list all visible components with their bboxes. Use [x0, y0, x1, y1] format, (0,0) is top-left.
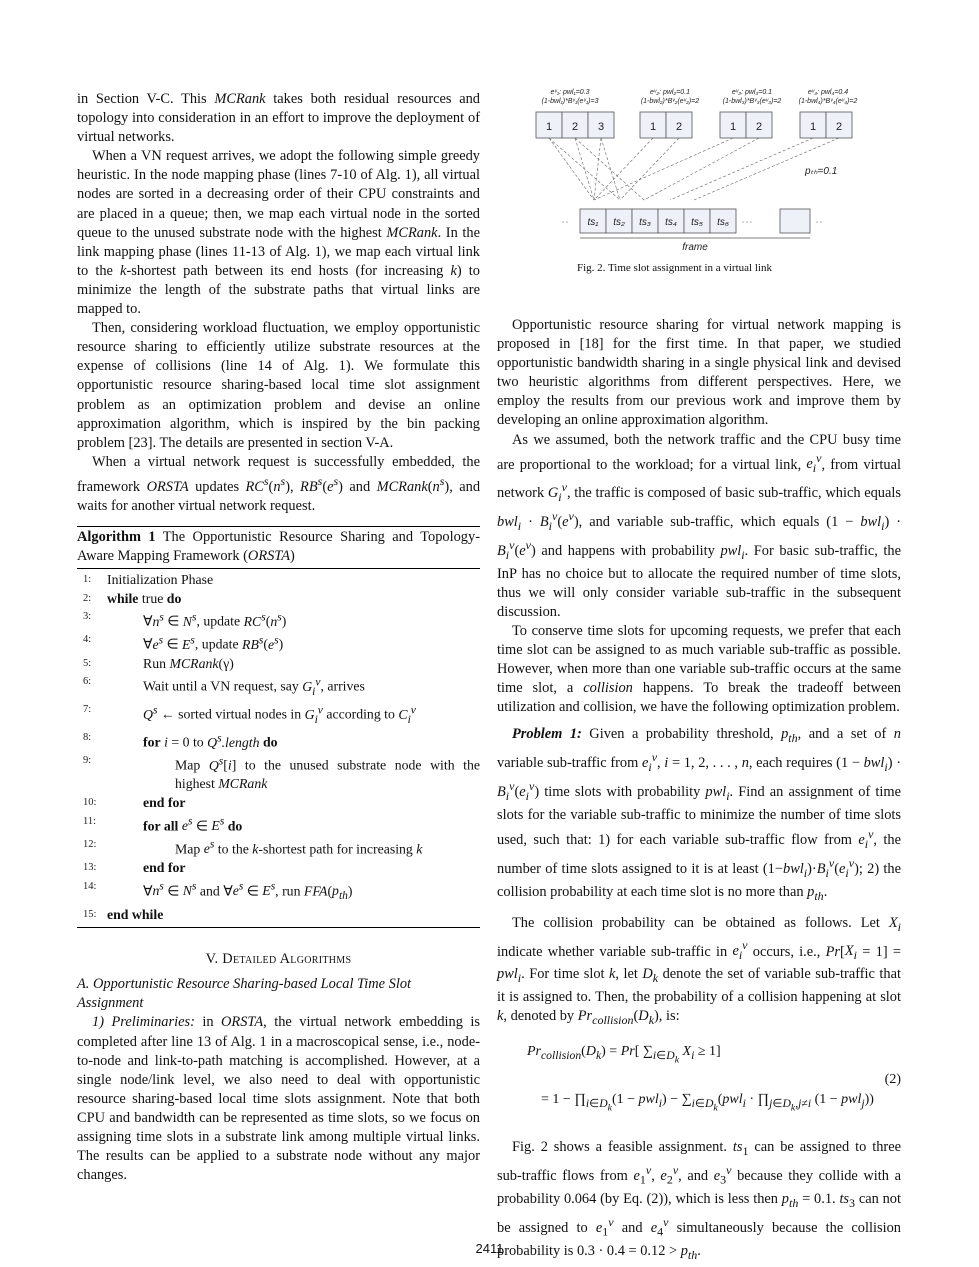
slot-label: 2 [755, 121, 763, 133]
page-number: 2411 [475, 1241, 504, 1256]
equation-2: $Pr_{collision}(D_k) = Pr$[ $\sum_{i\in D_k}$ $X_i \ge 1$] = $1 - \prod_{i\in D_k}(1 - pwl_i) - \sum_{i\in D_k}(pwl_i$ · $\prod_{j\in D_k,j\ne i}$ (1 − pwl$_j$)) (2) [527, 1044, 901, 1114]
paragraph: Fig. 2 shows a feasible assignment. $ts_1$ can be assigned to three sub-traffic flows from $e_1^v$, $e_2^v$, and $e_3^v$ because they collide with a probability 0.064 (by Eq. (2)), which is less then $p_{th} = 0.1$. $ts_3$ can not be assigned to $e_1^v$ and $e_4^v$ simultaneously because the collision probability is $0.3 \cdot 0.4 = 0.12 > p_{th}$. [497, 1139, 902, 1262]
left-column [77, 90, 480, 1185]
algo-line: 2: while true do [83, 590, 182, 606]
paragraph: Then, considering workload fluctuation, we employ opportunistic resource sharing to efficiently utilize substrate resources at the expense of collisions (line 14 of Alg. 1). We formulate this opportunistic resource sharing-based local time slot assignment problem as an optimization problem and devise an online approximation algorithm, which is inspired by the bin packing problem [23]. The details are presented in section V-A. [77, 320, 480, 451]
pth-label: pₜₕ=0.1 [805, 166, 838, 177]
paragraph: 1) Preliminaries: in ORSTA, the virtual network embedding is completed after line 13 of Alg. 1 in a macroscopical sense, i.e., node-to-node and link-to-path matching is accomplished. However, at a single node/link level, we also need to deal with opportunistic resource sharing-based local time slots assignment. Note that both CPU and bandwidth can be represented as time slots, so we focus on assigning time slots in a substrate link among multiple virtual links. The results can be applied to a substrate node without any major changes. [77, 1014, 480, 1184]
paragraph: The collision probability can be obtained as follows. Let $X_i$ indicate whether variable sub-traffic in $e_i^v$ occurs, i.e., $Pr[X_i = 1] = pwl_i$. For time slot k, let $D_k$ denote the set of variable sub-traffic that it is assigned to. Then, the probability of a collision happening at slot k, denoted by $Pr_{collision}(D_k)$, is: [497, 914, 901, 1028]
fig-label-e2-b: (1-bwl₂)*Bᵛ₂(eᵛ₂)=2 [640, 98, 700, 105]
section-heading: V. Detailed Algorithms [205, 951, 352, 968]
algo-line: 7: $Q^s$ ← sorted virtual nodes in $G_i^v$ according to $C_i^v$ [83, 704, 416, 726]
slot-label: 1 [649, 121, 657, 133]
algo-line: 3: $\forall n^s$ ∈ $N^s$, update $RC^s(n^s)$ [83, 611, 287, 629]
fig-label-e3-b: (1-bwl₃)*Bᵛ₃(eᵛ₃)=2 [722, 98, 782, 105]
timeslot-label: ts₁ [587, 217, 599, 228]
slot-label: 3 [597, 121, 605, 133]
paragraph: Opportunistic resource sharing for virtual network mapping is proposed in [18] for the first time. In that paper, we studied opportunistic bandwidth sharing in a single physical link and devised two heuristic algorithms from different perspectives. Here, we employ the results from our previous work and improve them by developing an online approximation algorithm. [497, 317, 901, 429]
algorithm-box [77, 526, 480, 928]
paragraph: To conserve time slots for upcoming requests, we prefer that each time slot can be assigned to as much variable sub-traffic as possible. However, when more than one variable sub-traffic occurs at the same time slot, a collision happens. To break the tradeoff between utilization and collision, we have the following optimization problem. [497, 623, 901, 716]
fig-label-e1: eᵛ₁: pwl₁=0.3 [550, 89, 590, 96]
slot-label: 2 [571, 121, 579, 133]
algo-line: 8: for i = 0 to $Q^s.length$ do [83, 732, 278, 750]
right-column [497, 316, 901, 1265]
paragraph: Problem 1: Given a probability threshold, $p_{th}$, and a set of n variable sub-traffic from $e_i^v$, i = 1, 2, . . . , n, each requires $(1 - bwl_i) \cdot B_i^v(e_i^v)$ time slots with probability pwl$_i$. Find an assignment of time slots for the variable sub-traffic to minimize the number of time slots used, such that: 1) for each variable sub-traffic flow from $e_i^v$, the number of time slots assigned to it is at least $(1-bwl_i)\cdot B_i^v(e_i^v)$; 2) the collision probability at each time slot is no more than $p_{th}$. [497, 726, 901, 903]
fig-label-e4-b: (1-bwl₄)*Bᵛ₄(eᵛ₄)=2 [798, 98, 858, 105]
algo-line: 15: end while [83, 906, 164, 922]
algo-line: 6: Wait until a VN request, say $G_i^v$, arrives [83, 676, 365, 698]
algo-line: 14: $\forall n^s$ ∈ $N^s$ and $\forall e^s$ ∈ $E^s$, run $FFA(p_{th})$ [83, 880, 353, 902]
subsection-heading: A. Opportunistic Resource Sharing-based Local Time Slot Assignment [77, 976, 412, 1012]
svg-text:▫ ▫ ▫: ▫ ▫ ▫ [742, 220, 752, 226]
slot-label: 2 [835, 121, 843, 133]
paragraph: in Section V-C. This MCRank takes both residual resources and topology into consideration in an effort to improve the deployment of virtual networks. [77, 91, 480, 146]
algo-line: 4: $\forall e^s$ ∈ $E^s$, update $RB^s(e^s)$ [83, 634, 284, 653]
timeslot-label: ts₄ [665, 217, 677, 228]
fig-label-e2: eᵛ₂: pwl₂=0.1 [650, 89, 690, 96]
slot-label: 1 [729, 121, 737, 133]
timeslot-figure [530, 82, 870, 262]
algo-line: 10: end for [83, 795, 186, 811]
svg-text:▫ ▫: ▫ ▫ [816, 220, 822, 226]
timeslot-label: ts₆ [717, 217, 729, 228]
algo-line: 13: end for [83, 860, 186, 876]
algo-line: 5: Run MCRank(γ) [83, 655, 234, 671]
paragraph: As we assumed, both the network traffic and the CPU busy time are proportional to the workload; for a virtual link, $e_i^v$, from virtual network $G_i^v$, the traffic is composed of basic sub-traffic, which equals $bwl_i \cdot B_i^v(e^v)$, and variable sub-traffic, which equals $(1 - bwl_i) \cdot B_i^v(e^v)$ and happens with probability pwl$_i$. For basic sub-traffic, the InP has no choice but to allocate the required number of time slots, thus we will only consider variable sub-traffic in the subsequent discussion. [497, 431, 901, 620]
timeslot-label: ts₃ [639, 217, 651, 228]
fig-label-e1-b: (1-bwl₁)*Bᵛ₁(eᵛ₁)=3 [541, 98, 599, 105]
algo-line: 1: Initialization Phase [83, 572, 214, 588]
algo-line: 11: for all $e^s$ ∈ $E^s$ do [83, 815, 243, 834]
timeslot-label: ts₅ [691, 217, 703, 228]
algo-line: 9: Map $Q^s[i]$ to the unused substrate node with the highest MCRank [83, 755, 480, 792]
figure-caption: Fig. 2. Time slot assignment in a virtual link [577, 262, 772, 274]
svg-text:▫ ▫: ▫ ▫ [562, 220, 568, 226]
paragraph: When a virtual network request is successfully embedded, the framework ORSTA updates $RC^s(n^s)$, $RB^s(e^s)$ and $MCRank(n^s)$, and waits for another virtual network request. [77, 453, 481, 514]
slot-label: 1 [545, 121, 553, 133]
frame-label: frame [682, 242, 708, 253]
timeslot-label: ts₂ [613, 217, 625, 228]
slot-label: 1 [809, 121, 817, 133]
paragraph: When a VN request arrives, we adopt the following simple greedy heuristic. In the node mapping phase (lines 7-10 of Alg. 1), all virtual nodes are sorted in a decreasing order of their CPU constraints and are placed in a queue; then, we map each virtual node in the sorted queue to the unused substrate node with the highest MCRank. In the link mapping phase (lines 11-13 of Alg. 1), we map each virtual link to the k-shortest path between its end hosts (for increasing k) to minimize the length of the substrate paths that virtual links are mapped to. [77, 148, 480, 318]
slot-label: 2 [675, 121, 683, 133]
fig-label-e3: eᵛ₃: pwl₃=0.1 [731, 89, 773, 96]
fig-label-e4: eᵛ₄: pwl₄=0.4 [807, 89, 849, 96]
algo-line: 12: Map $e^s$ to the k-shortest path for increasing k [83, 838, 423, 857]
algorithm-title: Algorithm 1 The Opportunistic Resource Sharing and Topology-Aware Mapping Framework (ORSTA) [77, 527, 480, 569]
